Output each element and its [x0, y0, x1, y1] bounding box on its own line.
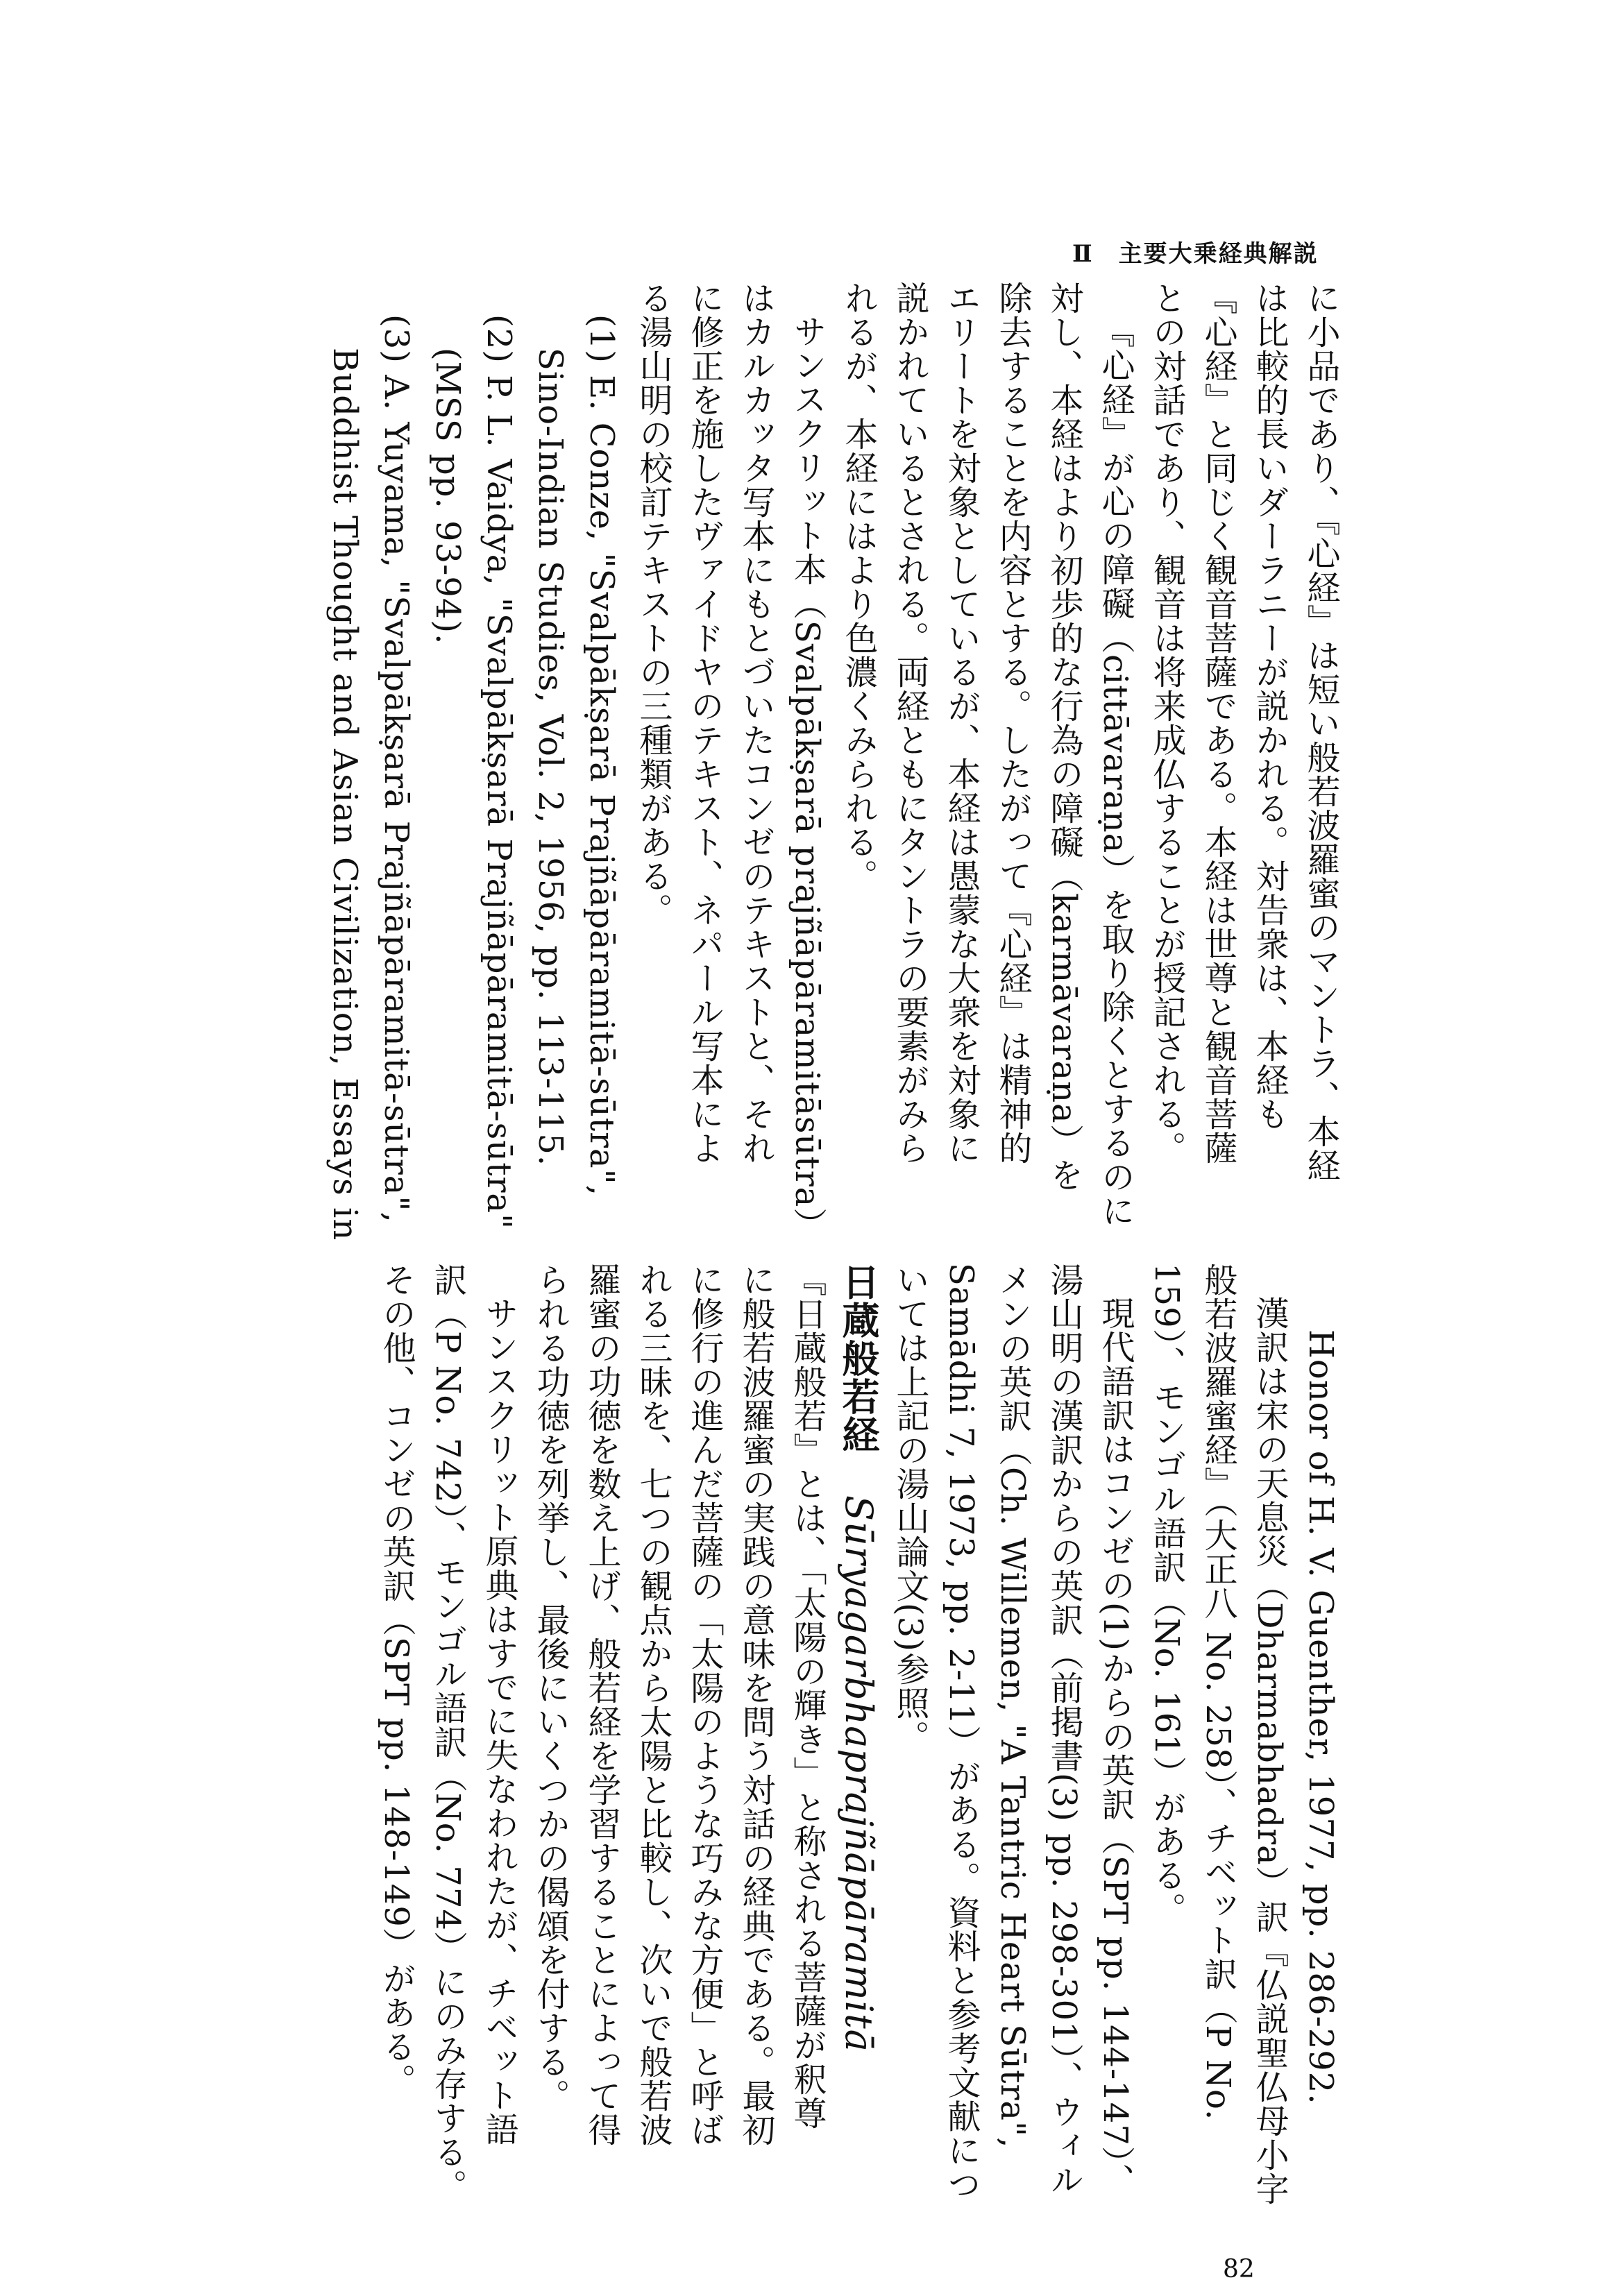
text-line: 羅蜜の功徳を数え上げ、般若経を学習することによって得 — [582, 1263, 621, 2147]
text-line: に般若波羅蜜の実践の意味を問う対話の経典である。最初 — [736, 1263, 775, 2147]
running-head: Ⅱ 主要大乗経典解説 — [1072, 240, 1319, 268]
text-line: 159）、モンゴル語訳（No. 161）がある。 — [1147, 1263, 1186, 1926]
section-heading-sanskrit: Sūryagarbhaprajñāpāramitā — [837, 1495, 881, 2052]
text-line: 訳（P No. 742）、モンゴル語訳（No. 774）にのみ存する。 — [428, 1263, 467, 2203]
text-line: 説かれているとされる。両経ともにタントラの要素がみら — [890, 281, 929, 1165]
section-heading — [833, 1263, 884, 2068]
text-line: は比較的長いダーラニーが説かれる。対告衆は、本経も — [1250, 281, 1289, 1131]
text-line: 現代語訳はコンゼの(1)からの英訳（SPT pp. 144-147）、 — [1096, 1296, 1135, 2197]
upper-text-block — [167, 281, 1346, 1242]
text-line: に修行の進んだ菩薩の「太陽のような巧みな方便」と呼ば — [685, 1263, 724, 2147]
text-line: エリートを対象としているが、本経は愚蒙な大衆を対象に — [942, 281, 981, 1165]
text-line: との対話であり、観音は将来成仏することが授記される。 — [1147, 281, 1186, 1165]
text-line: られる功徳を列挙し、最後にいくつかの偈頌を付する。 — [531, 1263, 570, 2113]
text-line: れる三昧を、七つの観点から太陽と比較し、次いで般若波 — [634, 1263, 673, 2147]
text-line: 『心経』が心の障礙（cittāvaraṇa）を取り除くとするのに — [1096, 314, 1135, 1228]
text-line: 対し、本経はより初歩的な行為の障礙（karmāvaraṇa）を — [1044, 281, 1083, 1192]
text-line: に修正を施したヴァイドヤのテキスト、ネパール写本によ — [685, 281, 724, 1165]
text-line: 漢訳は宋の天息災（Dharmabhadra）訳『仏説聖仏母小字 — [1250, 1296, 1289, 2206]
text-line: はカルカッタ写本にもとづいたコンゼのテキストと、それ — [736, 281, 775, 1165]
text-line: サンスクリット本（Svalpākṣarā prajñāpāramitāsūtra） — [788, 314, 827, 1242]
text-line: 除去することを内容とする。したがって『心経』は精神的 — [993, 281, 1032, 1165]
page-number: 82 — [1223, 2255, 1255, 2284]
text-line: メンの英訳（Ch. Willemen, "A Tantric Heart Sūtra", — [993, 1263, 1032, 2149]
text-line: 般若波羅蜜経』（大正八 No. 258）、チベット訳（P No. — [1199, 1263, 1237, 2121]
text-line: る湯山明の校訂テキストの三種類がある。 — [634, 281, 673, 927]
text-line: に小品であり、『心経』は短い般若波羅蜜のマントラ、本経 — [1301, 281, 1340, 1182]
section-heading-japanese: 日蔵般若経 — [836, 1263, 881, 1454]
text-line: 『心経』と同じく観音菩薩である。本経は世尊と観音菩薩 — [1199, 281, 1237, 1165]
reference-line: Sino-Indian Studies, Vol. 2, 1956, pp. 113-115. — [531, 348, 570, 1167]
text-line: その他、コンゼの英訳（SPT pp. 148-149）がある。 — [377, 1263, 416, 2098]
text-line: Samādhi 7, 1973, pp. 2-11）がある。資料と参考文献につ — [942, 1263, 981, 2202]
text-line: いては上記の湯山論文(3)参照。 — [890, 1263, 929, 1754]
text-line: サンスクリット原典はすでに失なわれたが、チベット語 — [480, 1296, 518, 2146]
reference-line: (1) E. Conze, "Svalpākṣarā Prajñāpāramitā-sūtra", — [582, 314, 621, 1197]
reference-line: Honor of H. V. Guenther, 1977, pp. 286-292. — [1301, 1329, 1340, 2105]
reference-line: (MSS pp. 93-94). — [428, 348, 467, 645]
text-line: 湯山明の漢訳からの英訳（前掲書(3) pp. 298-301）、ウィル — [1044, 1263, 1083, 2197]
text-line: れるが、本経にはより色濃くみられる。 — [839, 281, 878, 893]
reference-line: Buddhist Thought and Asian Civilization, Essays in — [325, 348, 364, 1241]
reference-line: (2) P. L. Vaidya, "Svalpākṣarā Prajñāpāramitā-sūtra" — [480, 314, 518, 1230]
lower-text-block — [167, 1263, 1346, 2206]
reference-line: (3) A. Yuyama, "Svalpākṣarā Prajñāpāramitā-sūtra", — [377, 314, 416, 1223]
text-line: 『日蔵般若』とは、「太陽の輝き」と称される菩薩が釈尊 — [788, 1263, 827, 2130]
